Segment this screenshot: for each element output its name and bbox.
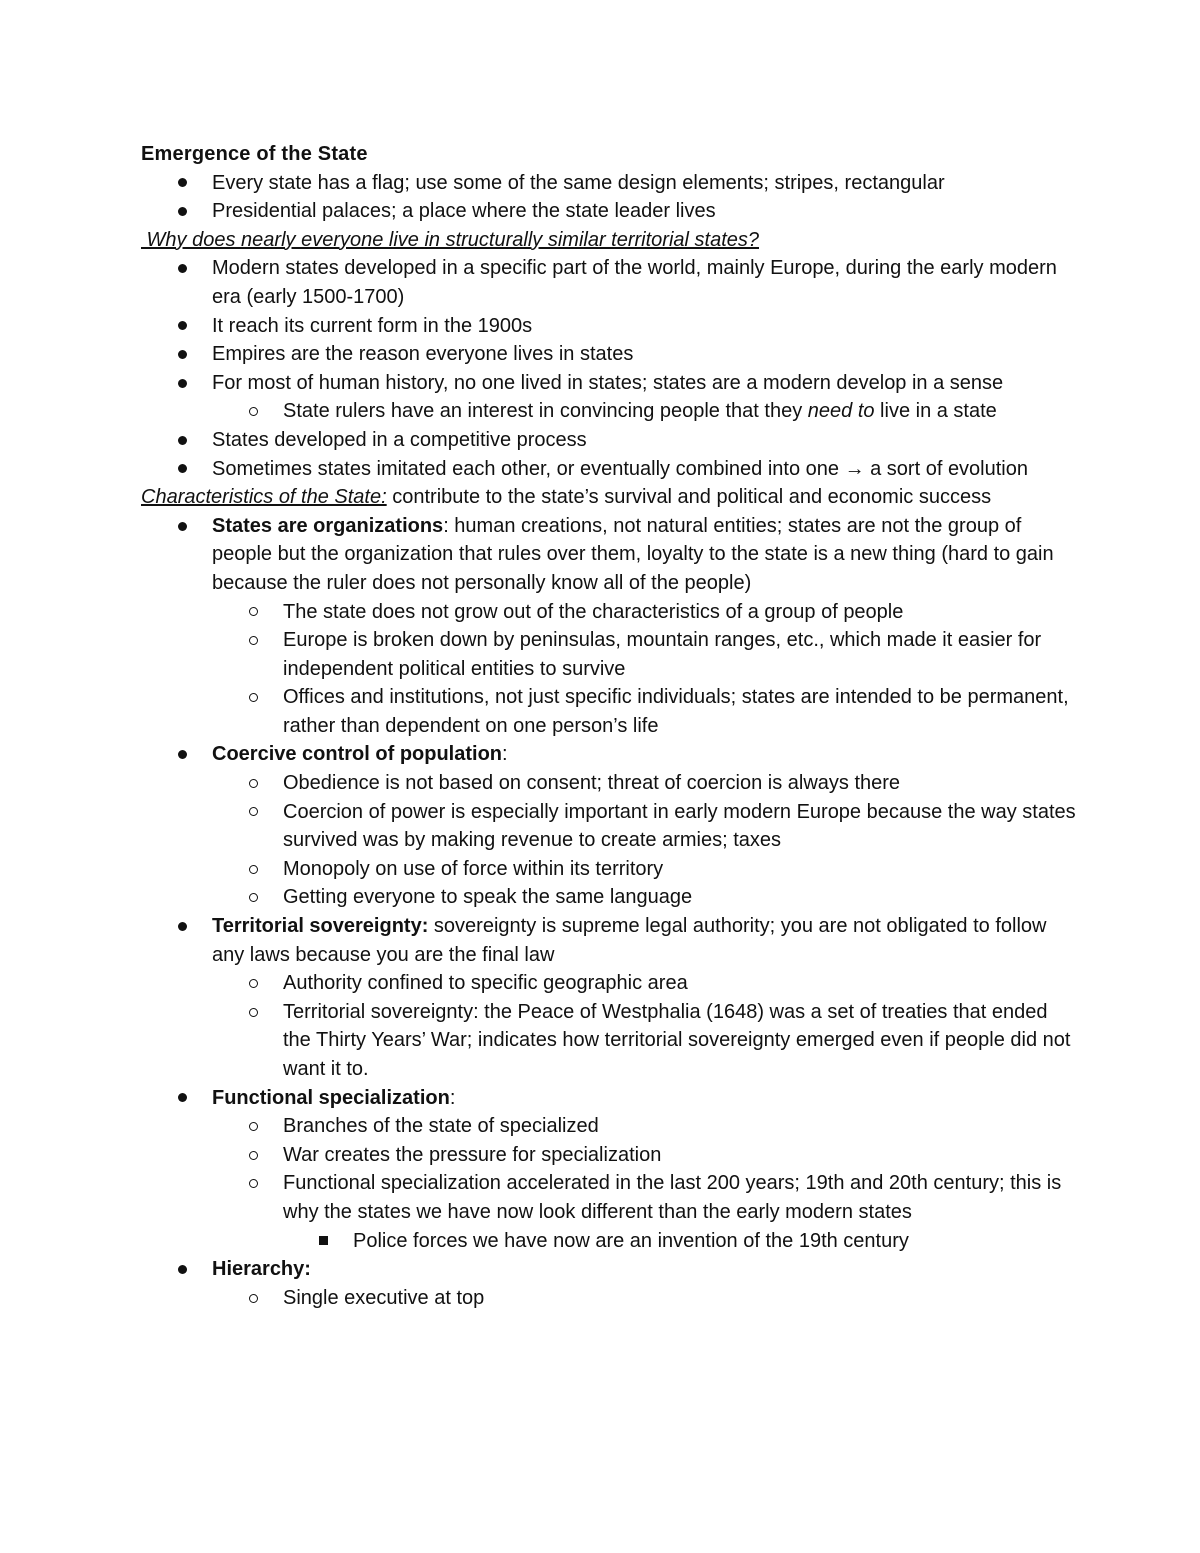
hollow-circle-bullet-icon <box>246 397 260 426</box>
list-item <box>141 740 1080 769</box>
list-item-text: Functional specialization accelerated in the last 200 years; 19th and 20th century; this is why the states we have now look different than the early modern states <box>283 1172 1062 1223</box>
filled-dot-bullet-icon <box>175 254 189 283</box>
sub-list-item <box>141 1284 1080 1313</box>
list-item <box>141 340 1080 369</box>
list-item-text: Sometimes states imitated each other, or eventually combined into one → a sort of evolution <box>212 457 1028 480</box>
filled-square-bullet-icon <box>316 1227 330 1256</box>
hollow-circle-bullet-icon <box>246 769 260 798</box>
sub-sub-list-item <box>141 1227 1080 1256</box>
filled-dot-bullet-icon <box>175 426 189 455</box>
list-item <box>141 312 1080 341</box>
list-item-text: It reach its current form in the 1900s <box>212 314 533 337</box>
list-item-text: Monopoly on use of force within its territory <box>283 857 664 880</box>
term-label: Territorial sovereignty: <box>212 915 429 938</box>
list-item <box>141 369 1080 398</box>
filled-dot-bullet-icon <box>175 369 189 398</box>
list-item <box>141 1255 1080 1284</box>
emphasis-text: need to <box>807 400 875 423</box>
list-item <box>141 512 1080 598</box>
list-item-text: Getting everyone to speak the same language <box>283 886 693 909</box>
list-item-text: Branches of the state of specialized <box>283 1115 599 1138</box>
hollow-circle-bullet-icon <box>246 798 260 827</box>
filled-dot-bullet-icon <box>175 455 189 484</box>
list-item-text: The state does not grow out of the characteristics of a group of people <box>283 600 904 623</box>
term-label: Coercive control of population <box>212 743 503 766</box>
list-item <box>141 912 1080 969</box>
list-item-text: live in a state <box>874 400 997 423</box>
list-item-text: : <box>449 1086 456 1109</box>
term-label: Hierarchy: <box>212 1258 311 1281</box>
filled-dot-bullet-icon <box>175 1084 189 1113</box>
sub-list-item <box>141 1169 1080 1226</box>
sub-list-item <box>141 998 1080 1084</box>
filled-dot-bullet-icon <box>175 340 189 369</box>
sub-list-item <box>141 883 1080 912</box>
sub-list-item <box>141 598 1080 627</box>
list-item-text: Coercion of power is especially important in early modern Europe because the way states survived was by making revenue to create armies; taxes <box>283 800 1076 852</box>
hollow-circle-bullet-icon <box>246 1112 260 1141</box>
list-item-text: States developed in a competitive process <box>212 428 587 451</box>
section-heading-characteristics <box>141 483 1080 512</box>
list-item <box>141 455 1080 484</box>
list-item-text: Presidential palaces; a place where the state leader lives <box>212 200 716 223</box>
filled-dot-bullet-icon <box>175 197 189 226</box>
term-label: States are organizations <box>212 514 444 537</box>
sub-list-item <box>141 798 1080 855</box>
list-item-text: Modern states developed in a specific part of the world, mainly Europe, during the early modern era (early 1500-1700) <box>212 257 1057 308</box>
list-item-text: State rulers have an interest in convincing people that they <box>283 400 808 423</box>
hollow-circle-bullet-icon <box>246 626 260 655</box>
page-title: Emergence of the State <box>141 143 368 165</box>
sub-list-item <box>141 1141 1080 1170</box>
list-item-text: : human creations, not natural entities; states are not the group of people but the organization that rules over them, loyalty to the state is a new thing (hard to gain because the ruler does not personally know all of the people) <box>212 514 1054 594</box>
sub-list-item <box>141 769 1080 798</box>
list-item-text: Offices and institutions, not just specific individuals; states are intended to be permanent, rather than dependent on one person’s life <box>283 686 1069 737</box>
hollow-circle-bullet-icon <box>246 855 260 884</box>
list-item <box>141 197 1080 226</box>
list-item-text: sovereignty is supreme legal authority; you are not obligated to follow any laws because you are the final law <box>212 915 1047 966</box>
list-item-text: For most of human history, no one lived in states; states are a modern develop in a sense <box>212 371 1004 394</box>
hollow-circle-bullet-icon <box>246 1169 260 1198</box>
sub-list-item <box>141 683 1080 740</box>
filled-dot-bullet-icon <box>175 512 189 541</box>
filled-dot-bullet-icon <box>175 312 189 341</box>
hollow-circle-bullet-icon <box>246 969 260 998</box>
filled-dot-bullet-icon <box>175 740 189 769</box>
list-item-text: Every state has a flag; use some of the same design elements; stripes, rectangular <box>212 171 945 194</box>
list-item <box>141 426 1080 455</box>
list-item-text: War creates the pressure for specialization <box>283 1143 662 1166</box>
list-item-text: Single executive at top <box>283 1286 485 1309</box>
hollow-circle-bullet-icon <box>246 1284 260 1313</box>
sub-list-item <box>141 626 1080 683</box>
list-item-text: Obedience is not based on consent; threat of coercion is always there <box>283 772 901 795</box>
list-item-text: Territorial sovereignty: the Peace of Westphalia (1648) was a set of treaties that ended the Thirty Years’ War; indicates how territorial sovereignty emerged even if people did not want it to. <box>283 1000 1071 1080</box>
list-item-text: Empires are the reason everyone lives in states <box>212 343 634 366</box>
list-item-text: Europe is broken down by peninsulas, mountain ranges, etc., which made it easier for independent political entities to survive <box>283 629 1042 680</box>
hollow-circle-bullet-icon <box>246 598 260 627</box>
section-heading-text: contribute to the state’s survival and political and economic success <box>386 486 992 509</box>
term-label: Functional specialization <box>212 1086 450 1109</box>
sub-list-item <box>141 1112 1080 1141</box>
list-item-text: Police forces we have now are an invention of the 19th century <box>353 1229 909 1252</box>
sub-list-item <box>141 969 1080 998</box>
hollow-circle-bullet-icon <box>246 883 260 912</box>
list-item-text: Authority confined to specific geographic area <box>283 972 688 995</box>
list-item <box>141 1084 1080 1113</box>
list-item <box>141 169 1080 198</box>
hollow-circle-bullet-icon <box>246 998 260 1027</box>
section-heading-question: Why does nearly everyone live in structurally similar territorial states? <box>141 228 759 251</box>
filled-dot-bullet-icon <box>175 169 189 198</box>
filled-dot-bullet-icon <box>175 1255 189 1284</box>
list-item-text: : <box>502 743 508 766</box>
sub-list-item <box>141 397 1080 426</box>
sub-list-item <box>141 855 1080 884</box>
hollow-circle-bullet-icon <box>246 1141 260 1170</box>
hollow-circle-bullet-icon <box>246 683 260 712</box>
section-heading-label: Characteristics of the State: <box>141 486 387 509</box>
filled-dot-bullet-icon <box>175 912 189 941</box>
list-item <box>141 254 1080 311</box>
